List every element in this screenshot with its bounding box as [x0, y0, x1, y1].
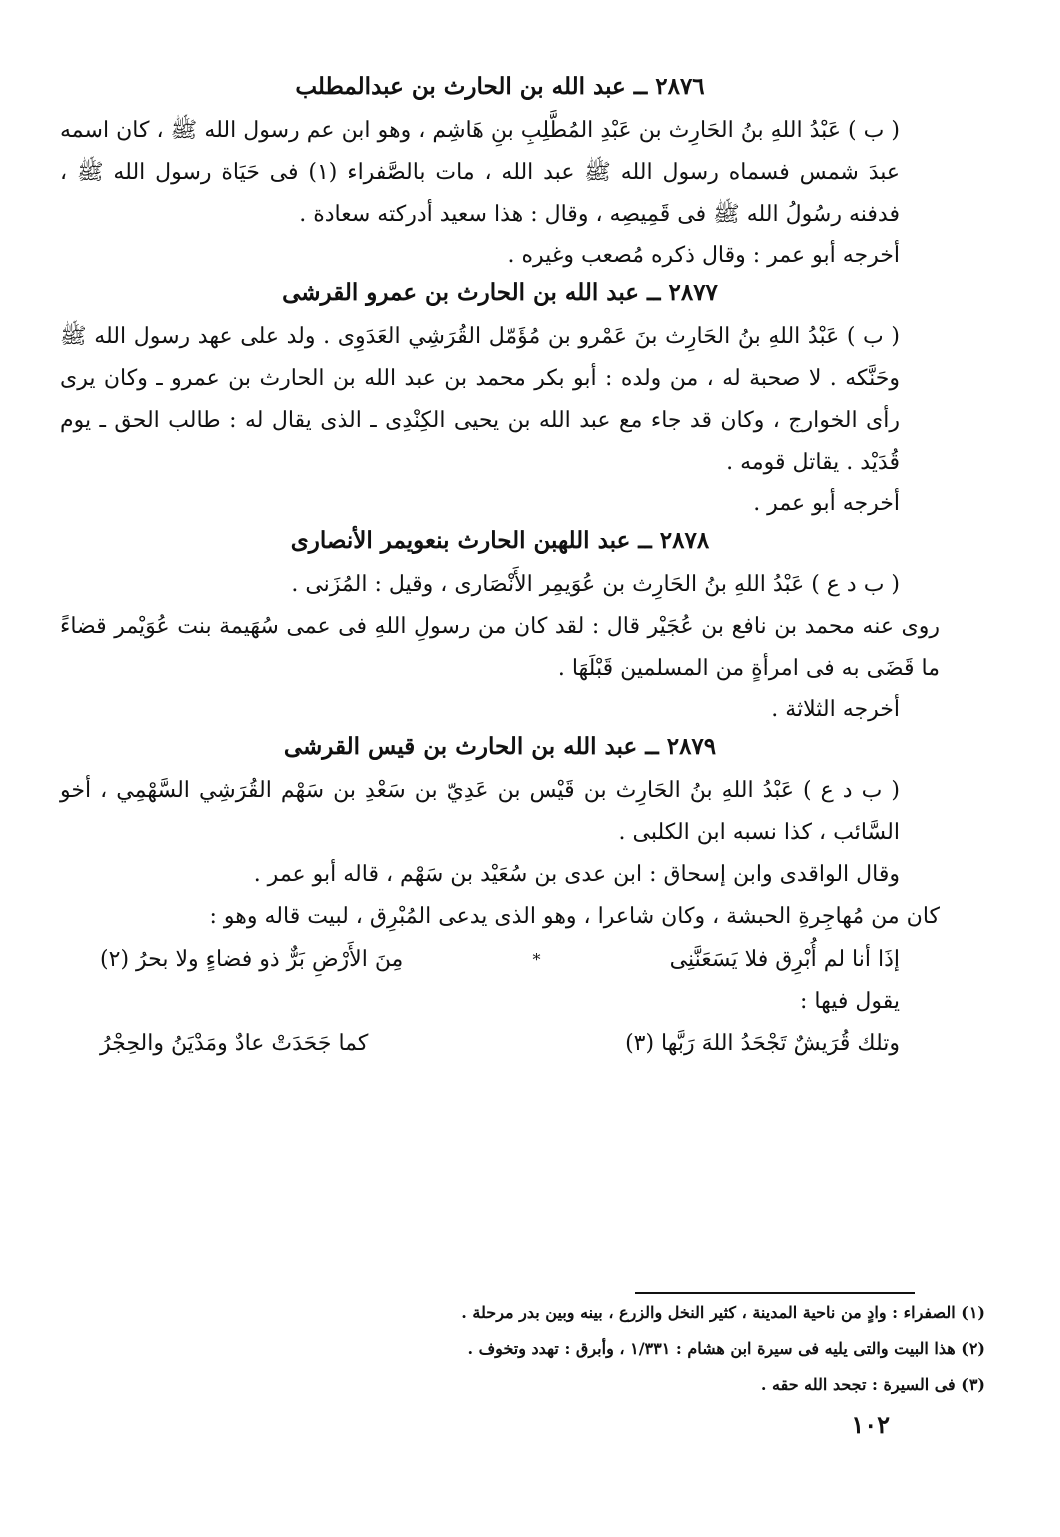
entry-source: أخرجه أبو عمر .	[753, 491, 900, 516]
poem-verse	[60, 938, 940, 982]
footnotes	[105, 1295, 985, 1403]
entry-paragraph: روى عنه محمد بن نافع بن عُجَيْر قال : لقد كان من رسولِ اللهِ فى عمى سُهَيمة بنت عُوَيْمر قضاءً ما قَضَى به فى امرأةٍ من المسلمين قَبْلَهَا .	[60, 614, 940, 681]
verse-second-hemistich: كما جَحَدَتْ عادٌ ومَدْيَنُ والحِجْرُ	[100, 1031, 369, 1056]
footnote: (٣) فى السيرة : تجحد الله حقه .	[760, 1375, 985, 1394]
entry-title: ٢٨٧٦ ــ عبد الله بن الحارث بن عبدالمطلب	[295, 73, 705, 100]
footnote-divider	[635, 1292, 915, 1294]
entry-2878	[60, 524, 940, 730]
entry-source: أخرجه الثلاثة .	[771, 697, 900, 722]
poem-verse	[60, 1022, 940, 1066]
document-page	[60, 70, 940, 1510]
entry-source: أخرجه أبو عمر : وقال ذكره مُصعب وغيره .	[507, 243, 900, 268]
verse-first-hemistich: وتلك قُرَيشٌ تَجْحَدُ اللهَ رَبَّها (٣)	[625, 1031, 900, 1056]
entry-paragraph: وقال الواقدى وابن إسحاق : ابن عدى بن سُعَيْد بن سَهْم ، قاله أبو عمر .	[253, 862, 900, 887]
verse-separator: *	[532, 950, 541, 969]
verse-first-hemistich: إذَا أنا لم أُبْرِق فلا يَسَعَنَّنِى	[669, 947, 900, 972]
entry-2876	[60, 70, 940, 276]
entry-2879	[60, 730, 940, 1066]
entry-paragraph: ( ب د ع ) عَبْدُ اللهِ بنُ الحَارِث بن عُوَيمِر الأَنْصَارى ، وقيل : المُزَنى .	[291, 572, 900, 597]
page-number: ١٠٢	[851, 1410, 890, 1439]
entry-paragraph: ( ب ) عَبْدُ اللهِ بنُ الحَارِث بن عَبْدِ المُطَّلِبِ بنِ هَاشِم ، وهو ابن عم رسول الله ﷺ ، كان اسمه عبدَ شمس فسماه رسول الله ﷺ عبد الله ، مات بالصَّفراء (١) فى حَيَاة رسول الله ﷺ ، فدفنه رسُولُ الله ﷺ فى قَمِيصِه ، وقال : هذا سعيد أدركته سعادة .	[60, 118, 901, 227]
entry-title: ٢٨٧٩ ــ عبد الله بن الحارث بن قيس القرشى	[283, 733, 717, 760]
entry-title: ٢٨٧٨ ــ عبد اللهبن الحارث بنعويمر الأنصارى	[290, 527, 710, 554]
verse-second-hemistich: مِنَ الأَرْضِ بَرٌّ ذو فضاءٍ ولا بحرُ (٢)	[100, 947, 404, 972]
entry-paragraph: ( ب د ع ) عَبْدُ اللهِ بنُ الحَارِث بن قَيْس بن عَدِيّ بن سَعْدِ بن سَهْم القُرَشِي السَّهْمِي ، أخو السَّائب ، كذا نسبه ابن الكلبى .	[60, 778, 900, 845]
footnote: (١) الصفراء : وادٍ من ناحية المدينة ، كثير النخل والزرع ، بينه وبين بدر مرحلة .	[461, 1303, 985, 1322]
entry-paragraph: كان من مُهاجِرةِ الحبشة ، وكان شاعرا ، وهو الذى يدعى المُبْرِق ، لبيت قاله وهو :	[209, 904, 940, 929]
entry-paragraph: ( ب ) عَبْدُ اللهِ بنُ الحَارِث بنَ عَمْرو بن مُؤَمّل القُرَشِي العَدَوِى . ولد على عهد رسول الله ﷺ وحَنَّكه . لا صحبة له ، من ولده : أبو بكر محمد بن عبد الله بن الحارث بن عمرو ـ وكان يرى رأى الخوارج ، وكان قد جاء مع عبد الله بن يحيى الكِنْدِى ـ الذى يقال له : طالب الحق ـ يوم قُدَيْد . يقاتل قومه .	[60, 324, 900, 475]
entry-title: ٢٨٧٧ ــ عبد الله بن الحارث بن عمرو القرشى	[282, 279, 718, 306]
entry-2877	[60, 276, 940, 524]
footnote: (٢) هذا البيت والتى يليه فى سيرة ابن هشام : ١/٣٣١ ، وأبرق : تهدد وتخوف .	[467, 1339, 985, 1358]
verse-intro: يقول فيها :	[800, 989, 900, 1014]
